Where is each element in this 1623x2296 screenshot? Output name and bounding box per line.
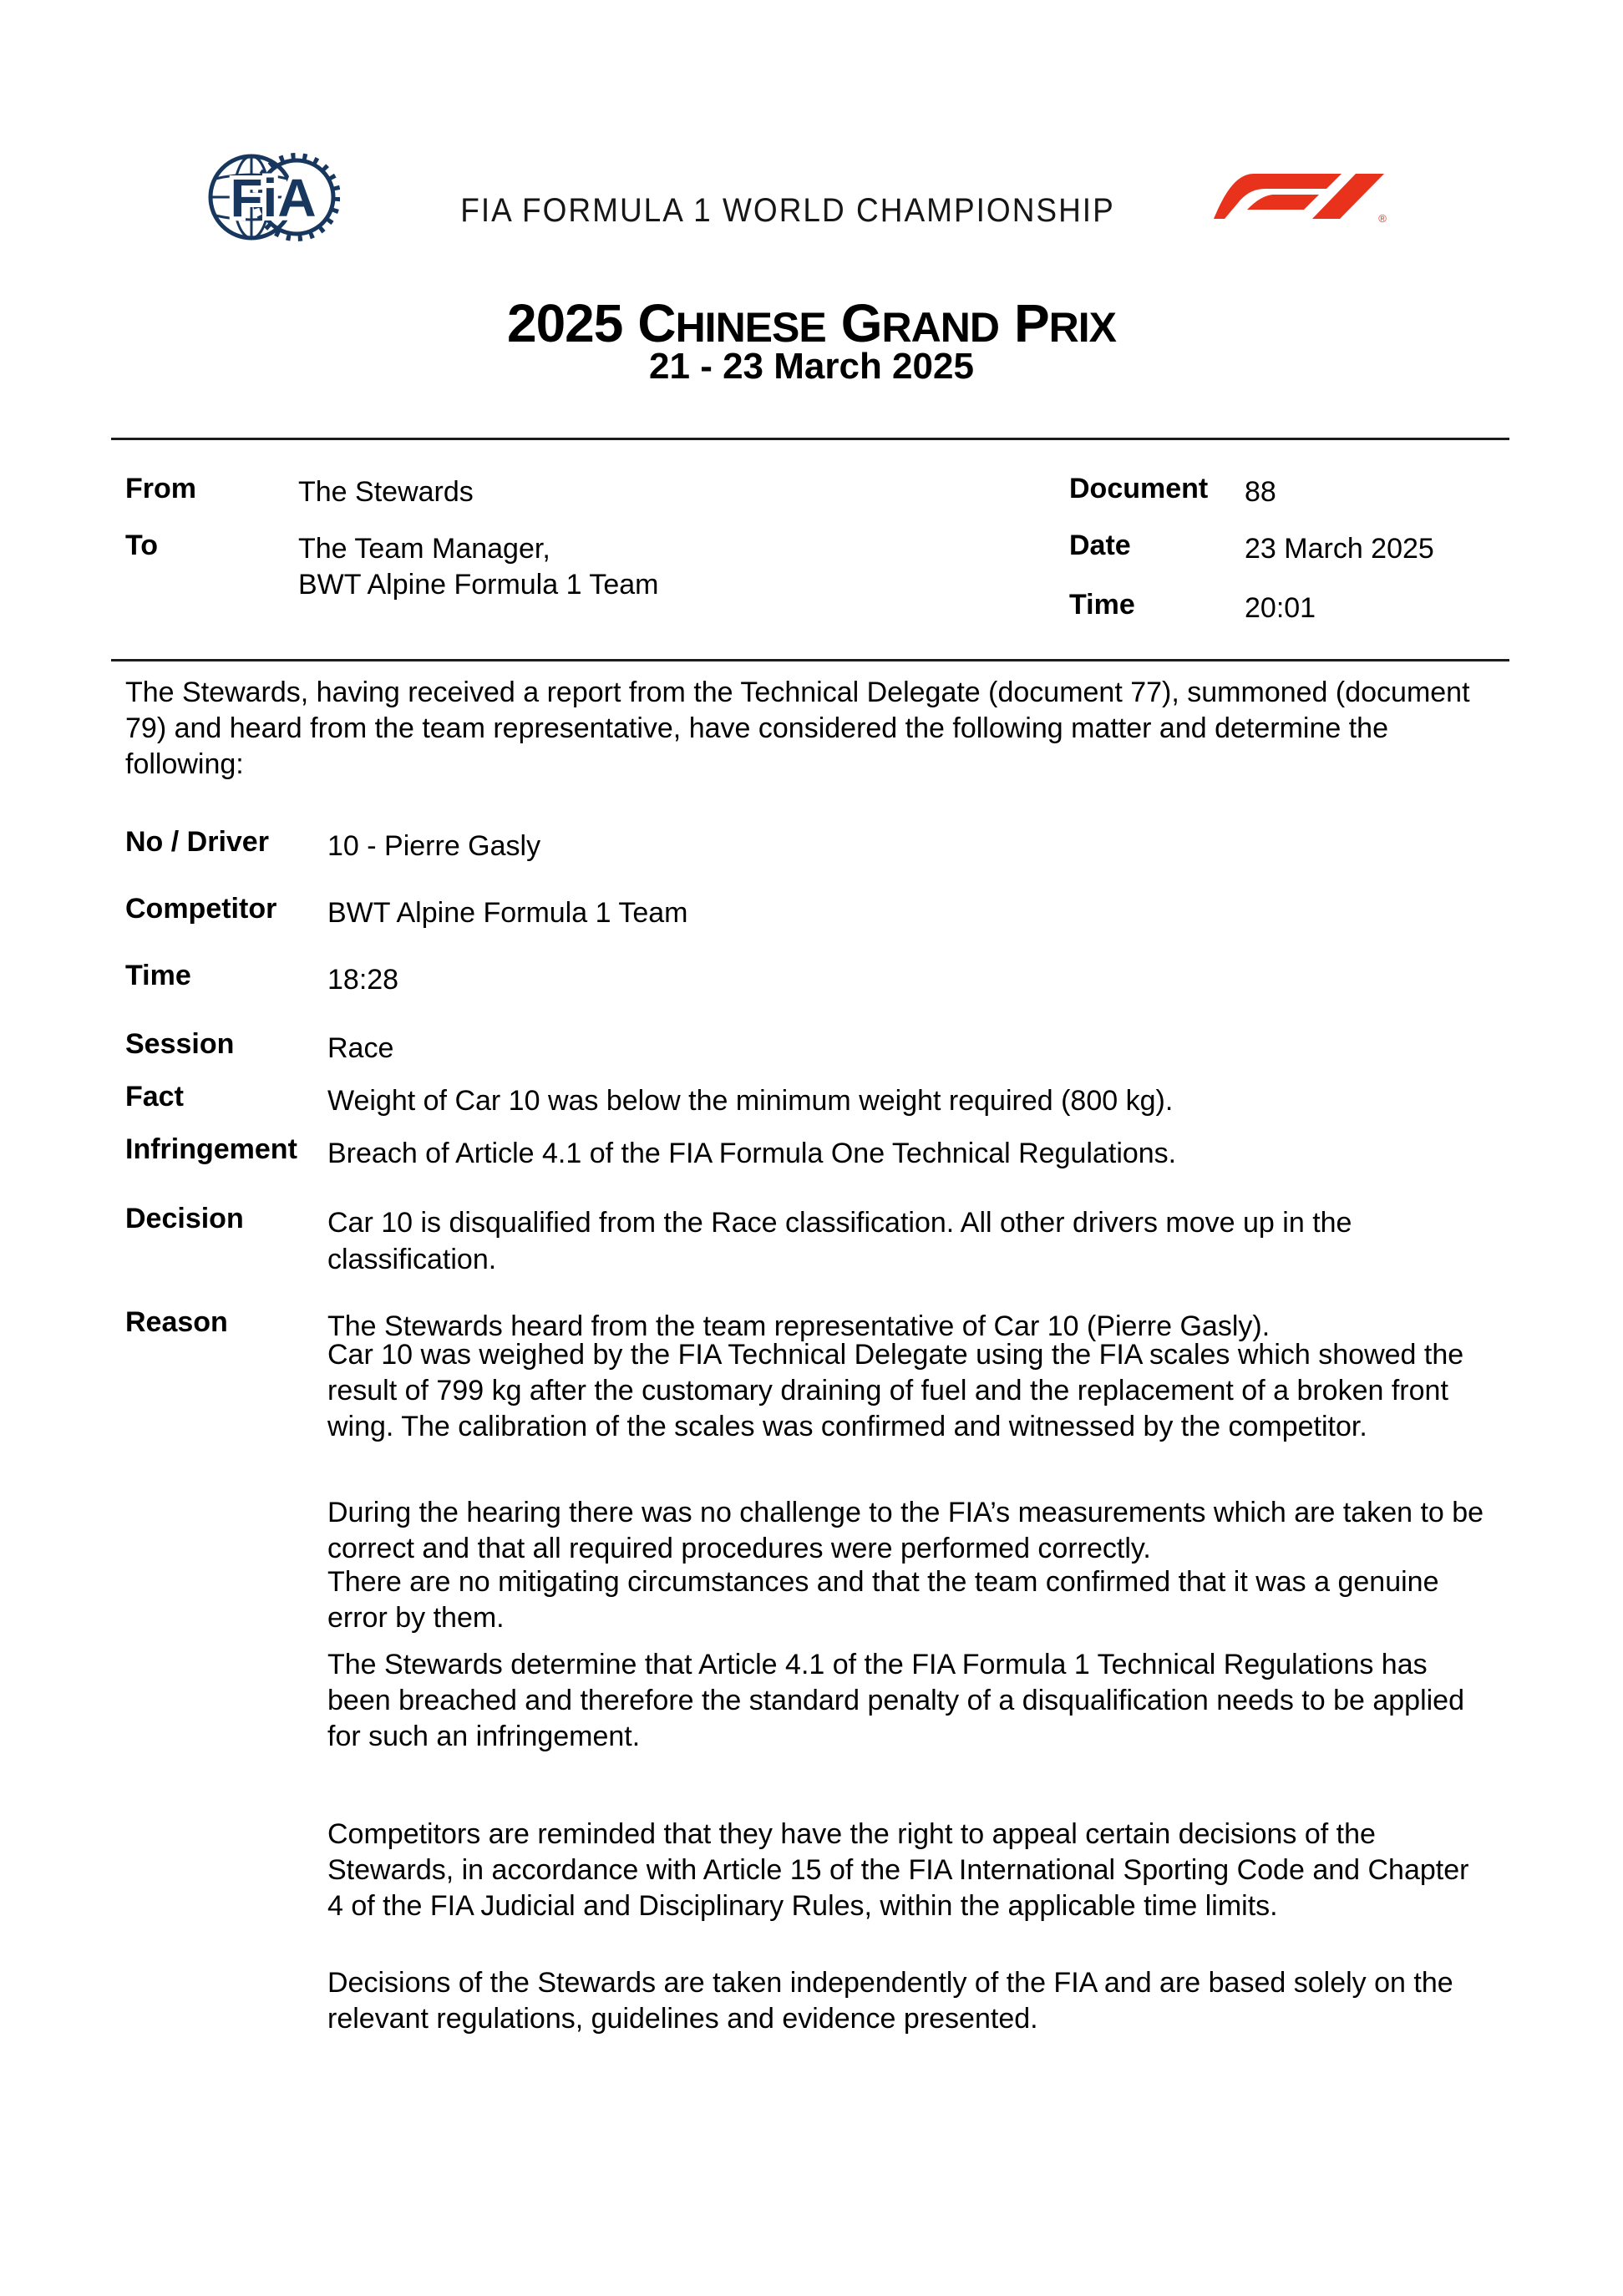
field-value-competitor: BWT Alpine Formula 1 Team	[327, 897, 688, 929]
field-label-decision: Decision	[125, 1203, 244, 1234]
field-label-no-driver: No / Driver	[125, 826, 269, 858]
field-label-reason: Reason	[125, 1306, 228, 1338]
field-value-reason: The Stewards heard from the team representative of Car 10 (Pierre Gasly).	[327, 1310, 1271, 1342]
appeal-rights-paragraph: Competitors are reminded that they have the right to appeal certain decisions of the Stewards, in accordance with Article 15 of the FIA International Sporting Code and Chapter 4 of the FIA Judicial and Disciplinary Rules, within the applicable time limits.	[327, 1818, 1469, 1922]
event-title: 2025 CHINESE GRAND PRIX	[506, 293, 1117, 353]
fia-logo-text: FiA	[230, 168, 317, 228]
to-label: To	[125, 530, 159, 561]
field-value-decision: Car 10 is disqualified from the Race classification. All other drivers move up in the classification.	[327, 1207, 1352, 1275]
field-value-session: Race	[327, 1032, 394, 1064]
field-value-infringement: Breach of Article 4.1 of the FIA Formula One Technical Regulations.	[327, 1138, 1177, 1169]
field-value-fact: Weight of Car 10 was below the minimum weight required (800 kg).	[327, 1085, 1174, 1117]
event-dates: 21 - 23 March 2025	[649, 346, 974, 387]
field-label-infringement: Infringement	[125, 1133, 297, 1165]
field-value-time: 18:28	[327, 964, 399, 996]
from-value: The Stewards	[298, 476, 474, 508]
divider-top	[111, 438, 1509, 440]
date-label: Date	[1069, 530, 1131, 561]
reason-paragraph: There are no mitigating circumstances and that the team confirmed that it was a genuine error by them.	[327, 1566, 1439, 1634]
field-label-time: Time	[125, 960, 191, 991]
divider-bottom	[111, 659, 1509, 661]
f1-logo	[1214, 171, 1389, 223]
date-value: 23 March 2025	[1245, 533, 1434, 565]
f1-registered-mark: ®	[1378, 212, 1387, 223]
field-value-no-driver: 10 - Pierre Gasly	[327, 830, 541, 862]
intro-paragraph: The Stewards, having received a report from the Technical Delegate (document 77), summoned (document 79) and heard from the team representative, have considered the following matter and determine the following:	[125, 677, 1470, 780]
to-value: The Team Manager, BWT Alpine Formula 1 Team	[298, 533, 659, 601]
event-year: 2025	[506, 293, 623, 353]
championship-heading: FIA FORMULA 1 WORLD CHAMPIONSHIP	[460, 191, 1115, 229]
field-label-session: Session	[125, 1028, 235, 1060]
time-label: Time	[1069, 589, 1135, 621]
f1-logo-mid-bar	[1247, 195, 1319, 210]
field-label-fact: Fact	[125, 1081, 184, 1113]
from-label: From	[125, 473, 196, 504]
reason-paragraph: During the hearing there was no challenge to the FIA’s measurements which are taken to be correct and that all required procedures were performed correctly.	[327, 1497, 1484, 1564]
document-value: 88	[1245, 476, 1276, 508]
reason-paragraph: Car 10 was weighed by the FIA Technical Delegate using the FIA scales which showed the result of 799 kg after the customary draining of fuel and the replacement of a broken front wing. The calibration of the scales was confirmed and witnessed by the competitor.	[327, 1339, 1464, 1442]
time-value: 20:01	[1245, 592, 1316, 624]
independence-paragraph: Decisions of the Stewards are taken independently of the FIA and are based solely on the relevant regulations, guidelines and evidence presented.	[327, 1967, 1453, 2035]
field-label-competitor: Competitor	[125, 893, 277, 925]
document-label: Document	[1069, 473, 1209, 504]
reason-paragraph: The Stewards determine that Article 4.1 of the FIA Formula 1 Technical Regulations has been breached and therefore the standard penalty of a disqualification needs to be applied for such an infringement.	[327, 1649, 1464, 1752]
